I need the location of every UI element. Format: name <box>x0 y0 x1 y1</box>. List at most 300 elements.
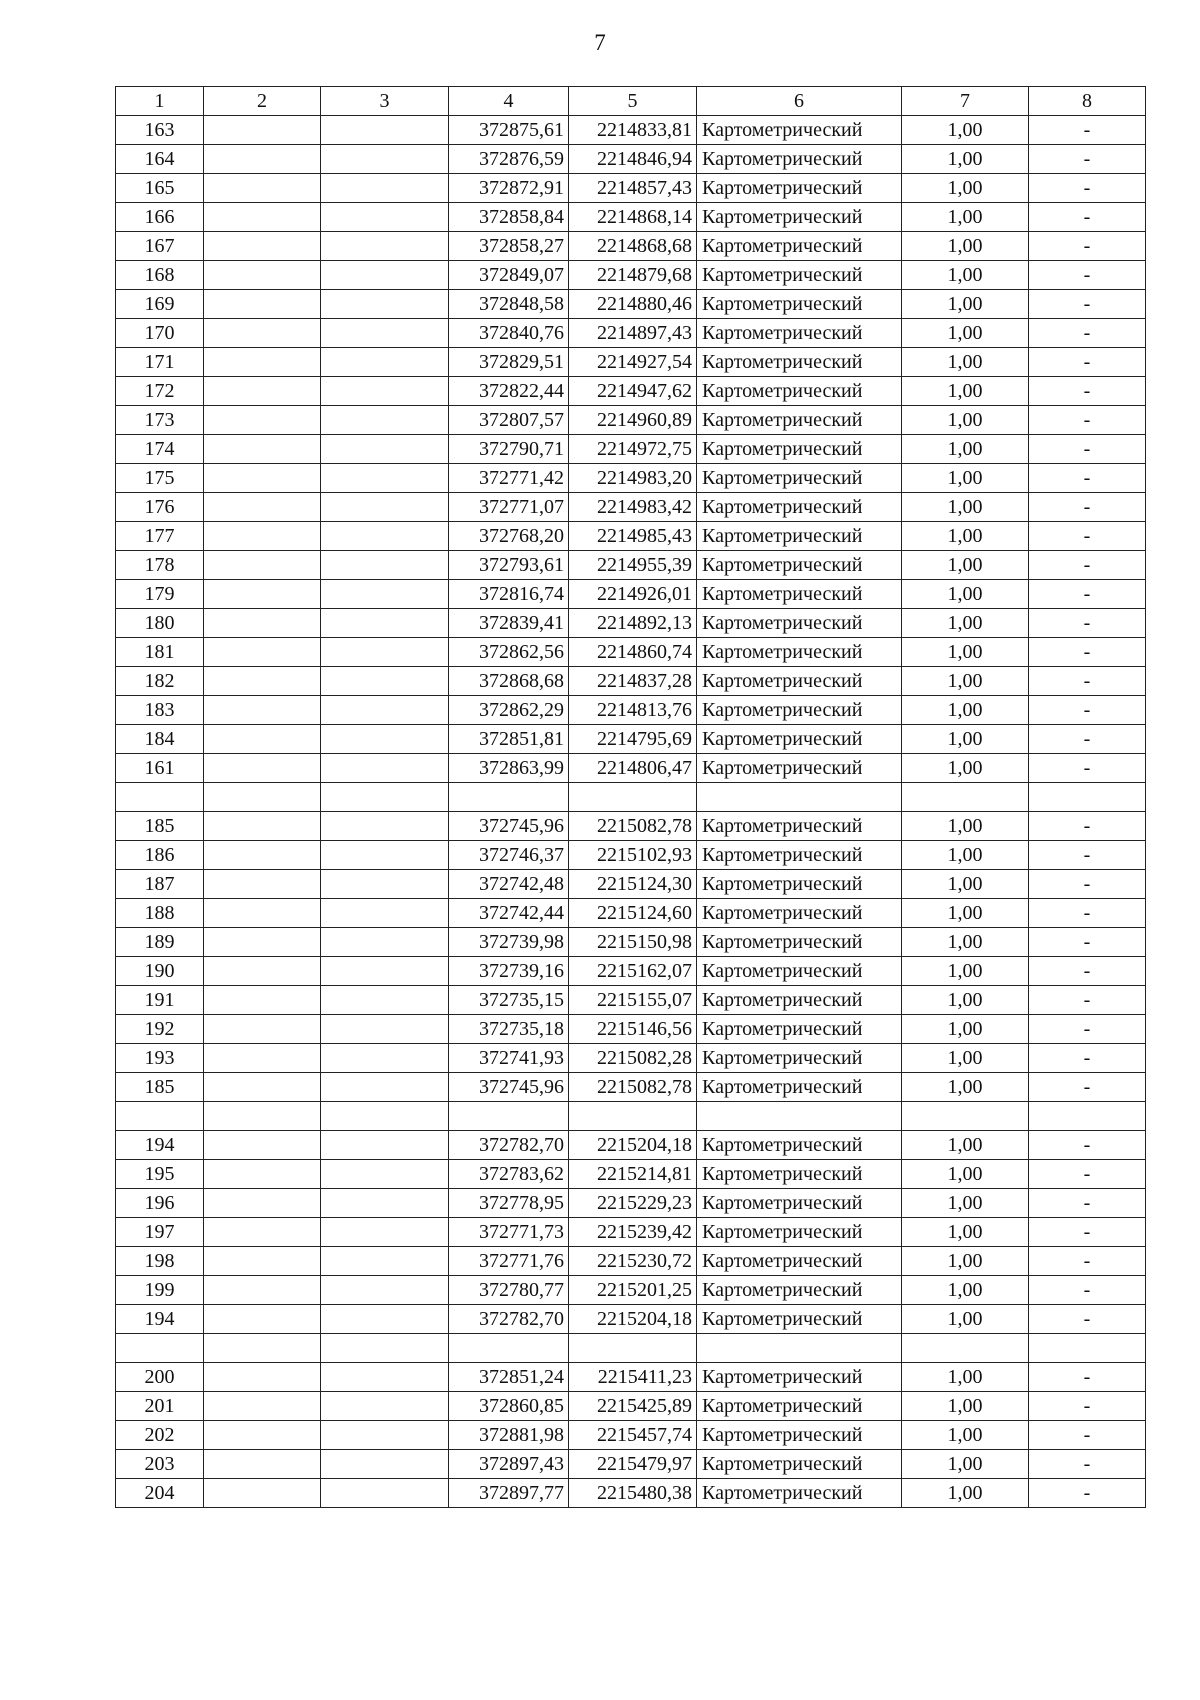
cell-coord-x: 372839,41 <box>449 609 569 638</box>
cell-col-3 <box>321 1160 449 1189</box>
cell-method: Картометрический <box>697 464 902 493</box>
cell-coord-x: 372741,93 <box>449 1044 569 1073</box>
cell-col-8 <box>1029 1102 1146 1131</box>
cell-coord-x: 372768,20 <box>449 522 569 551</box>
cell-method: Картометрический <box>697 812 902 841</box>
cell-point-number: 186 <box>116 841 204 870</box>
table-row <box>116 667 1146 696</box>
table-row <box>116 1276 1146 1305</box>
cell-col-8: - <box>1029 1450 1146 1479</box>
table-row <box>116 928 1146 957</box>
column-header-6: 6 <box>697 87 902 116</box>
cell-col-8: - <box>1029 145 1146 174</box>
cell-method: Картометрический <box>697 638 902 667</box>
table-row <box>116 1363 1146 1392</box>
cell-coord-x: 372897,77 <box>449 1479 569 1508</box>
cell-point-number: 170 <box>116 319 204 348</box>
table-row <box>116 435 1146 464</box>
cell-method: Картометрический <box>697 1392 902 1421</box>
cell-method: Картометрический <box>697 696 902 725</box>
table-row <box>116 261 1146 290</box>
cell-point-number: 167 <box>116 232 204 261</box>
cell-col-3 <box>321 1044 449 1073</box>
table-row <box>116 1479 1146 1508</box>
cell-point-number: 189 <box>116 928 204 957</box>
cell-coord-x: 372822,44 <box>449 377 569 406</box>
cell-method: Картометрический <box>697 957 902 986</box>
cell-coord-y: 2214926,01 <box>569 580 697 609</box>
cell-col-8 <box>1029 1334 1146 1363</box>
cell-coord-y: 2215239,42 <box>569 1218 697 1247</box>
cell-coord-x: 372771,76 <box>449 1247 569 1276</box>
cell-col-3 <box>321 203 449 232</box>
cell-accuracy: 1,00 <box>902 493 1029 522</box>
cell-col-8: - <box>1029 1363 1146 1392</box>
cell-point-number: 195 <box>116 1160 204 1189</box>
cell-accuracy: 1,00 <box>902 1131 1029 1160</box>
cell-accuracy: 1,00 <box>902 696 1029 725</box>
table-row <box>116 1218 1146 1247</box>
cell-accuracy: 1,00 <box>902 348 1029 377</box>
cell-accuracy: 1,00 <box>902 1305 1029 1334</box>
cell-col-8: - <box>1029 232 1146 261</box>
cell-coord-y: 2214795,69 <box>569 725 697 754</box>
cell-method: Картометрический <box>697 116 902 145</box>
cell-col-8: - <box>1029 174 1146 203</box>
cell-coord-y: 2215124,60 <box>569 899 697 928</box>
cell-point-number: 163 <box>116 116 204 145</box>
cell-accuracy: 1,00 <box>902 957 1029 986</box>
cell-col-3 <box>321 406 449 435</box>
cell-accuracy: 1,00 <box>902 986 1029 1015</box>
cell-coord-y: 2215214,81 <box>569 1160 697 1189</box>
cell-coord-x: 372780,77 <box>449 1276 569 1305</box>
cell-accuracy: 1,00 <box>902 667 1029 696</box>
cell-col-2 <box>204 580 321 609</box>
cell-col-2 <box>204 1334 321 1363</box>
cell-method <box>697 783 902 812</box>
cell-point-number: 172 <box>116 377 204 406</box>
cell-coord-y: 2214806,47 <box>569 754 697 783</box>
table-header-row <box>116 87 1146 116</box>
cell-method: Картометрический <box>697 551 902 580</box>
cell-col-8: - <box>1029 319 1146 348</box>
cell-method: Картометрический <box>697 841 902 870</box>
table-row <box>116 406 1146 435</box>
cell-coord-y: 2214880,46 <box>569 290 697 319</box>
cell-method: Картометрический <box>697 725 902 754</box>
table-body <box>116 116 1146 1508</box>
cell-col-3 <box>321 261 449 290</box>
cell-col-2 <box>204 667 321 696</box>
cell-col-2 <box>204 203 321 232</box>
cell-point-number: 174 <box>116 435 204 464</box>
cell-col-3 <box>321 899 449 928</box>
cell-col-3 <box>321 638 449 667</box>
column-header-7: 7 <box>902 87 1029 116</box>
table-row <box>116 899 1146 928</box>
cell-col-2 <box>204 899 321 928</box>
cell-col-2 <box>204 957 321 986</box>
cell-point-number <box>116 783 204 812</box>
cell-col-3 <box>321 493 449 522</box>
cell-coord-y: 2214927,54 <box>569 348 697 377</box>
cell-coord-y: 2215124,30 <box>569 870 697 899</box>
cell-method <box>697 1334 902 1363</box>
cell-col-8: - <box>1029 754 1146 783</box>
cell-col-3 <box>321 1073 449 1102</box>
cell-col-3 <box>321 609 449 638</box>
page-number: 7 <box>594 30 606 55</box>
cell-accuracy: 1,00 <box>902 522 1029 551</box>
cell-col-3 <box>321 551 449 580</box>
cell-method: Картометрический <box>697 1160 902 1189</box>
cell-point-number: 191 <box>116 986 204 1015</box>
cell-coord-x: 372746,37 <box>449 841 569 870</box>
table-row <box>116 1247 1146 1276</box>
cell-col-2 <box>204 1189 321 1218</box>
cell-method <box>697 1102 902 1131</box>
cell-coord-x: 372851,24 <box>449 1363 569 1392</box>
cell-coord-y: 2214868,68 <box>569 232 697 261</box>
cell-point-number: 185 <box>116 1073 204 1102</box>
cell-coord-x: 372840,76 <box>449 319 569 348</box>
cell-col-2 <box>204 522 321 551</box>
cell-point-number: 171 <box>116 348 204 377</box>
cell-accuracy: 1,00 <box>902 435 1029 464</box>
cell-col-8: - <box>1029 348 1146 377</box>
cell-col-8: - <box>1029 1131 1146 1160</box>
column-header-2: 2 <box>204 87 321 116</box>
cell-col-3 <box>321 1421 449 1450</box>
cell-coord-x: 372851,81 <box>449 725 569 754</box>
cell-coord-y: 2215162,07 <box>569 957 697 986</box>
cell-accuracy: 1,00 <box>902 1450 1029 1479</box>
cell-point-number: 178 <box>116 551 204 580</box>
cell-col-2 <box>204 1218 321 1247</box>
cell-col-3 <box>321 232 449 261</box>
cell-col-3 <box>321 348 449 377</box>
cell-coord-y: 2214983,42 <box>569 493 697 522</box>
cell-coord-x: 372778,95 <box>449 1189 569 1218</box>
cell-accuracy: 1,00 <box>902 725 1029 754</box>
cell-coord-y: 2214833,81 <box>569 116 697 145</box>
cell-col-2 <box>204 696 321 725</box>
cell-accuracy: 1,00 <box>902 841 1029 870</box>
cell-col-8: - <box>1029 1160 1146 1189</box>
cell-coord-x: 372876,59 <box>449 145 569 174</box>
cell-col-3 <box>321 377 449 406</box>
cell-coord-y: 2214868,14 <box>569 203 697 232</box>
cell-coord-x: 372881,98 <box>449 1421 569 1450</box>
cell-point-number: 175 <box>116 464 204 493</box>
cell-col-8: - <box>1029 464 1146 493</box>
cell-coord-x <box>449 783 569 812</box>
cell-col-3 <box>321 174 449 203</box>
cell-col-8: - <box>1029 609 1146 638</box>
cell-point-number: 200 <box>116 1363 204 1392</box>
cell-col-2 <box>204 754 321 783</box>
table-row <box>116 841 1146 870</box>
cell-coord-y: 2214897,43 <box>569 319 697 348</box>
cell-point-number: 194 <box>116 1305 204 1334</box>
cell-coord-x: 372863,99 <box>449 754 569 783</box>
cell-col-2 <box>204 1392 321 1421</box>
cell-accuracy: 1,00 <box>902 551 1029 580</box>
table-row <box>116 203 1146 232</box>
cell-accuracy: 1,00 <box>902 754 1029 783</box>
cell-point-number: 203 <box>116 1450 204 1479</box>
cell-coord-y <box>569 783 697 812</box>
cell-point-number: 193 <box>116 1044 204 1073</box>
cell-col-2 <box>204 1160 321 1189</box>
cell-coord-x: 372790,71 <box>449 435 569 464</box>
cell-point-number: 179 <box>116 580 204 609</box>
cell-col-2 <box>204 870 321 899</box>
cell-coord-x: 372739,16 <box>449 957 569 986</box>
table-row <box>116 232 1146 261</box>
table-row <box>116 1131 1146 1160</box>
cell-point-number: 176 <box>116 493 204 522</box>
cell-accuracy: 1,00 <box>902 1479 1029 1508</box>
coordinates-table <box>115 86 1146 1508</box>
cell-col-2 <box>204 1131 321 1160</box>
cell-col-3 <box>321 928 449 957</box>
cell-method: Картометрический <box>697 928 902 957</box>
cell-coord-y: 2214813,76 <box>569 696 697 725</box>
cell-point-number: 166 <box>116 203 204 232</box>
cell-col-2 <box>204 841 321 870</box>
cell-method: Картометрический <box>697 580 902 609</box>
cell-method: Картометрический <box>697 319 902 348</box>
table-row <box>116 957 1146 986</box>
cell-col-3 <box>321 957 449 986</box>
cell-coord-x: 372771,07 <box>449 493 569 522</box>
cell-col-3 <box>321 870 449 899</box>
table-row <box>116 1392 1146 1421</box>
cell-coord-y: 2215229,23 <box>569 1189 697 1218</box>
cell-col-2 <box>204 116 321 145</box>
cell-accuracy: 1,00 <box>902 232 1029 261</box>
cell-point-number: 184 <box>116 725 204 754</box>
cell-coord-y: 2215479,97 <box>569 1450 697 1479</box>
cell-accuracy <box>902 1102 1029 1131</box>
cell-col-8: - <box>1029 290 1146 319</box>
table-row <box>116 609 1146 638</box>
cell-col-8: - <box>1029 1479 1146 1508</box>
cell-col-2 <box>204 261 321 290</box>
cell-col-3 <box>321 841 449 870</box>
cell-coord-y: 2215082,78 <box>569 812 697 841</box>
cell-point-number: 173 <box>116 406 204 435</box>
cell-col-8: - <box>1029 928 1146 957</box>
cell-coord-x: 372868,68 <box>449 667 569 696</box>
cell-col-2 <box>204 1363 321 1392</box>
cell-col-2 <box>204 232 321 261</box>
cell-point-number: 188 <box>116 899 204 928</box>
table-row <box>116 638 1146 667</box>
cell-point-number: 190 <box>116 957 204 986</box>
cell-col-3 <box>321 319 449 348</box>
cell-coord-y: 2214857,43 <box>569 174 697 203</box>
cell-accuracy: 1,00 <box>902 1218 1029 1247</box>
cell-col-3 <box>321 696 449 725</box>
cell-col-8: - <box>1029 1218 1146 1247</box>
cell-col-2 <box>204 783 321 812</box>
cell-col-8: - <box>1029 203 1146 232</box>
cell-coord-y: 2215457,74 <box>569 1421 697 1450</box>
table-row <box>116 1450 1146 1479</box>
cell-accuracy: 1,00 <box>902 1421 1029 1450</box>
column-header-4: 4 <box>449 87 569 116</box>
cell-col-3 <box>321 290 449 319</box>
cell-coord-x: 372862,56 <box>449 638 569 667</box>
cell-coord-x: 372745,96 <box>449 1073 569 1102</box>
cell-point-number <box>116 1102 204 1131</box>
cell-point-number: 181 <box>116 638 204 667</box>
cell-method: Картометрический <box>697 493 902 522</box>
cell-col-8: - <box>1029 493 1146 522</box>
cell-col-8: - <box>1029 812 1146 841</box>
table-row <box>116 348 1146 377</box>
cell-point-number: 198 <box>116 1247 204 1276</box>
cell-coord-x: 372858,27 <box>449 232 569 261</box>
cell-col-8: - <box>1029 986 1146 1015</box>
table-row <box>116 377 1146 406</box>
cell-col-8: - <box>1029 1421 1146 1450</box>
cell-method: Картометрический <box>697 1131 902 1160</box>
cell-accuracy: 1,00 <box>902 1160 1029 1189</box>
cell-col-3 <box>321 435 449 464</box>
table-row <box>116 754 1146 783</box>
cell-coord-y: 2215150,98 <box>569 928 697 957</box>
cell-coord-x: 372807,57 <box>449 406 569 435</box>
cell-coord-y: 2215082,78 <box>569 1073 697 1102</box>
cell-coord-x: 372816,74 <box>449 580 569 609</box>
cell-coord-x: 372739,98 <box>449 928 569 957</box>
cell-coord-y: 2214860,74 <box>569 638 697 667</box>
cell-col-3 <box>321 1102 449 1131</box>
cell-accuracy <box>902 783 1029 812</box>
cell-col-3 <box>321 1276 449 1305</box>
table-row <box>116 1044 1146 1073</box>
cell-col-3 <box>321 1450 449 1479</box>
cell-coord-x: 372771,42 <box>449 464 569 493</box>
cell-method: Картометрический <box>697 1015 902 1044</box>
cell-coord-y: 2214837,28 <box>569 667 697 696</box>
cell-col-2 <box>204 1276 321 1305</box>
column-header-3: 3 <box>321 87 449 116</box>
cell-accuracy: 1,00 <box>902 870 1029 899</box>
cell-col-8: - <box>1029 638 1146 667</box>
table-row <box>116 1073 1146 1102</box>
cell-point-number: 197 <box>116 1218 204 1247</box>
cell-accuracy <box>902 1334 1029 1363</box>
cell-col-2 <box>204 551 321 580</box>
cell-col-3 <box>321 1015 449 1044</box>
cell-col-8: - <box>1029 957 1146 986</box>
cell-coord-y: 2214892,13 <box>569 609 697 638</box>
cell-method: Картометрический <box>697 667 902 696</box>
cell-method: Картометрический <box>697 145 902 174</box>
table-row <box>116 1421 1146 1450</box>
cell-coord-x: 372782,70 <box>449 1305 569 1334</box>
cell-coord-x: 372783,62 <box>449 1160 569 1189</box>
cell-coord-x: 372742,44 <box>449 899 569 928</box>
cell-col-2 <box>204 1073 321 1102</box>
cell-col-2 <box>204 348 321 377</box>
cell-coord-x: 372771,73 <box>449 1218 569 1247</box>
table-row <box>116 1334 1146 1363</box>
cell-coord-y <box>569 1334 697 1363</box>
cell-accuracy: 1,00 <box>902 638 1029 667</box>
cell-col-8: - <box>1029 377 1146 406</box>
cell-coord-y <box>569 1102 697 1131</box>
cell-col-3 <box>321 1479 449 1508</box>
cell-accuracy: 1,00 <box>902 406 1029 435</box>
cell-col-8: - <box>1029 1073 1146 1102</box>
cell-method: Картометрический <box>697 1363 902 1392</box>
cell-accuracy: 1,00 <box>902 609 1029 638</box>
cell-col-2 <box>204 1044 321 1073</box>
cell-method: Картометрический <box>697 1218 902 1247</box>
cell-coord-x: 372872,91 <box>449 174 569 203</box>
cell-col-8: - <box>1029 1015 1146 1044</box>
cell-method: Картометрический <box>697 754 902 783</box>
cell-coord-y: 2215204,18 <box>569 1305 697 1334</box>
cell-col-8: - <box>1029 1276 1146 1305</box>
cell-coord-y: 2215082,28 <box>569 1044 697 1073</box>
cell-coord-x: 372742,48 <box>449 870 569 899</box>
cell-col-2 <box>204 725 321 754</box>
cell-col-2 <box>204 638 321 667</box>
table-row <box>116 1102 1146 1131</box>
cell-coord-x: 372897,43 <box>449 1450 569 1479</box>
cell-accuracy: 1,00 <box>902 1276 1029 1305</box>
cell-accuracy: 1,00 <box>902 145 1029 174</box>
cell-coord-y: 2214955,39 <box>569 551 697 580</box>
cell-point-number: 204 <box>116 1479 204 1508</box>
cell-col-3 <box>321 580 449 609</box>
cell-accuracy: 1,00 <box>902 1015 1029 1044</box>
cell-col-2 <box>204 986 321 1015</box>
table-row <box>116 725 1146 754</box>
cell-method: Картометрический <box>697 870 902 899</box>
cell-col-8: - <box>1029 522 1146 551</box>
table-row <box>116 522 1146 551</box>
cell-col-2 <box>204 464 321 493</box>
cell-point-number <box>116 1334 204 1363</box>
cell-point-number: 202 <box>116 1421 204 1450</box>
cell-col-8: - <box>1029 116 1146 145</box>
table-row <box>116 319 1146 348</box>
cell-coord-x: 372735,18 <box>449 1015 569 1044</box>
cell-accuracy: 1,00 <box>902 464 1029 493</box>
table-row <box>116 1015 1146 1044</box>
cell-accuracy: 1,00 <box>902 1189 1029 1218</box>
cell-col-2 <box>204 1015 321 1044</box>
cell-col-8: - <box>1029 696 1146 725</box>
cell-col-3 <box>321 1218 449 1247</box>
cell-accuracy: 1,00 <box>902 899 1029 928</box>
table-row <box>116 783 1146 812</box>
cell-point-number: 164 <box>116 145 204 174</box>
cell-method: Картометрический <box>697 232 902 261</box>
cell-col-2 <box>204 174 321 203</box>
cell-col-2 <box>204 406 321 435</box>
cell-point-number: 182 <box>116 667 204 696</box>
cell-coord-x: 372875,61 <box>449 116 569 145</box>
